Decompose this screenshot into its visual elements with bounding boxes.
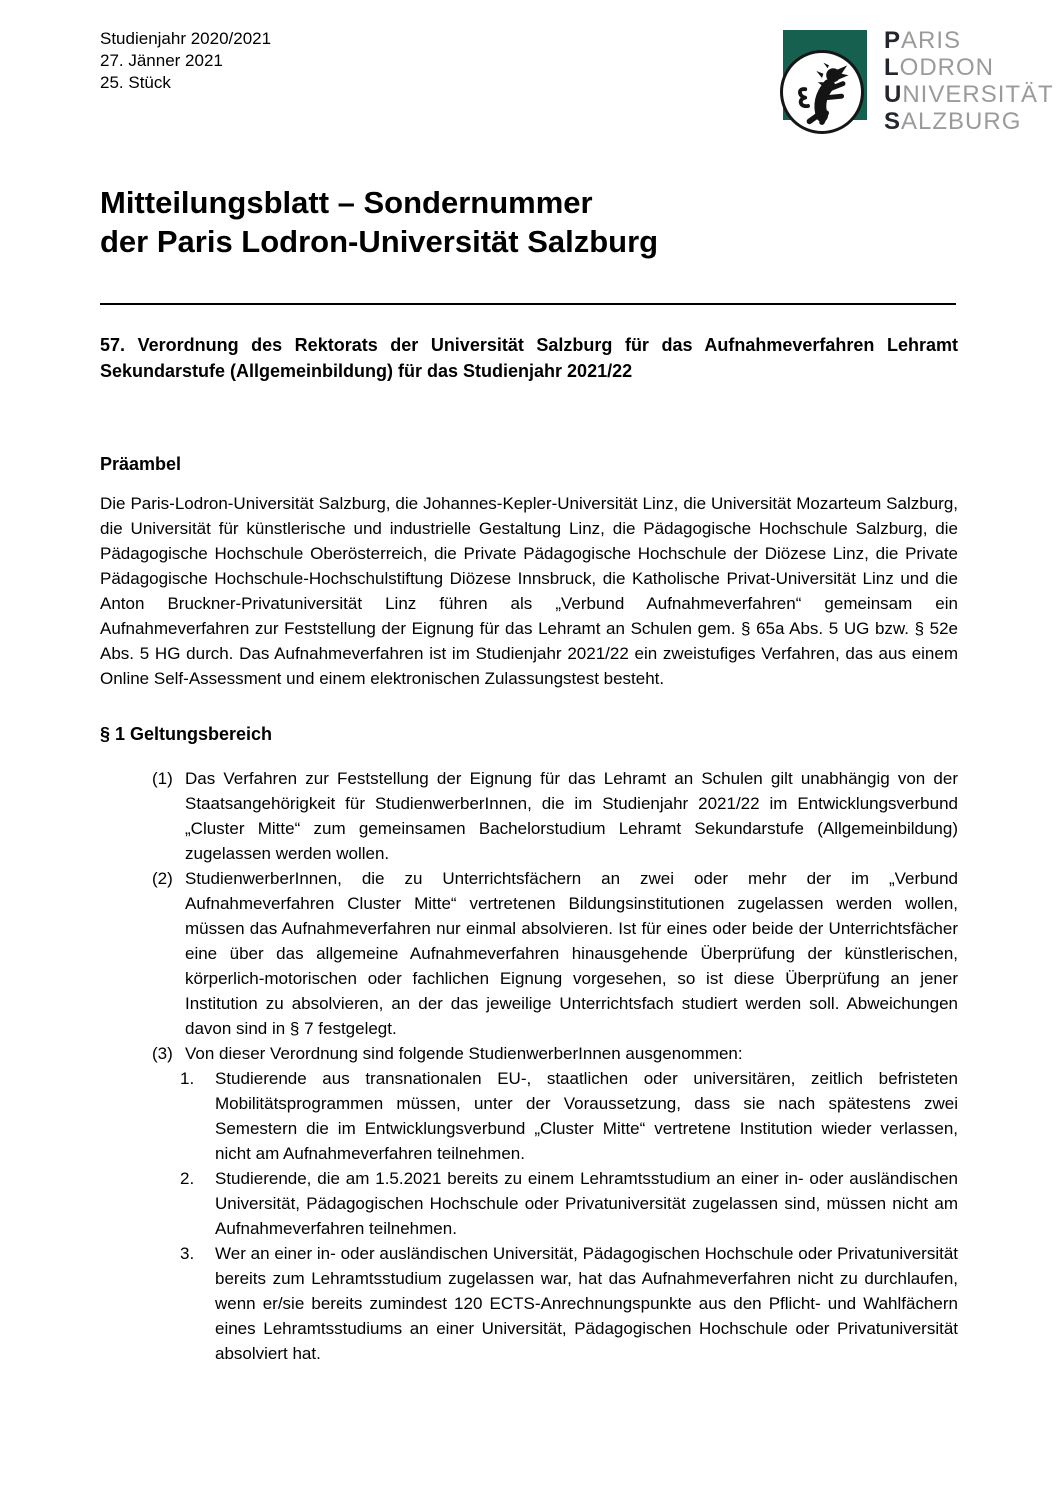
document-body [100,183,958,1366]
preamble-heading: Präambel [100,454,182,474]
logo-initial-s: S [884,108,902,135]
section-1-heading: § 1 Geltungsbereich [100,724,273,744]
section-1-list [152,766,958,1366]
issue-study-year: Studienjahr 2020/2021 [100,29,272,48]
issue-meta [100,28,271,94]
sublist-item-3-marker: 3. [180,1244,195,1263]
university-seal [780,50,864,134]
page-title [100,183,958,261]
issue-number: 25. Stück [100,73,171,92]
sublist-item-2 [180,1166,958,1241]
page-title-line-2: der Paris Lodron-Universität Salzburg [100,224,659,259]
list-item-1-marker: (1) [152,769,173,788]
horizontal-divider [100,303,956,305]
lion-emblem-icon [787,57,857,127]
sublist-item-1 [180,1066,958,1166]
list-item-3 [152,1041,958,1066]
sublist-item-1-marker: 1. [180,1069,195,1088]
list-item-3-sublist [180,1066,958,1366]
logo-initial-u: U [884,81,903,108]
logo-rest-odron: ODRON [899,54,995,81]
logo-word-lodron [884,54,1054,81]
logo-initial-l: L [884,54,900,81]
logo-rest-niversitaet: NIVERSITÄT [902,81,1054,108]
list-item-1-text: Das Verfahren zur Feststellung der Eignung für das Lehramt an Schulen gilt unabhängig von der Staatsangehörigkeit für StudienwerberInnen, die im Studienjahr 2021/22 im Entwicklungsverbund „Cluster Mitte“ zum gemeinsamen Bachelorstudium Lehramt Sekundarstufe (Allgemeinbildung) zugelassen werden wollen. [185,769,958,863]
sublist-item-1-text: Studierende aus transnationalen EU-, staatlichen oder universitären, zeitlich befristeten Mobilitätsprogrammen müssen, unter der Voraussetzung, dass sie nach spätestens zwei Semestern die im Entwicklungsverbund „Cluster Mitte“ vertretene Institution wieder verlassen, nicht am Aufnahmeverfahren teilnehmen. [215,1069,958,1163]
logo-word-salzburg [884,108,1054,135]
logo-rest-aris: ARIS [901,27,962,54]
sublist-item-3-text: Wer an einer in- oder ausländischen Universität, Pädagogischen Hochschule oder Privatuniversität bereits zum Lehramtsstudium zugelassen war, hat das Aufnahmeverfahren nicht zu durchlaufen, wenn er/sie bereits zumindest 120 ECTS-Anrechnungspunkte aus den Pflicht- und Wahlfächern eines Lehramtsstudiums an einer Universität, Pädagogischen Hochschule oder Privatuniversität absolviert hat. [215,1244,958,1363]
logo-wordmark [884,27,1054,135]
logo-word-universitaet [884,81,1054,108]
university-logo [780,27,1054,140]
list-item-1 [152,766,958,866]
issue-date: 27. Jänner 2021 [100,51,223,70]
sublist-item-2-text: Studierende, die am 1.5.2021 bereits zu einem Lehramtsstudium an einer in- oder ausländischen Universität, Pädagogischen Hochschule oder Privatuniversität zugelassen sind, müssen nicht am Aufnahmeverfahren teilnehmen. [215,1169,958,1238]
logo-word-paris [884,27,1054,54]
list-item-3-text: Von dieser Verordnung sind folgende StudienwerberInnen ausgenommen: [185,1044,743,1063]
sublist-item-2-marker: 2. [180,1169,195,1188]
list-item-3-marker: (3) [152,1044,173,1063]
list-item-2 [152,866,958,1041]
list-item-2-text: StudienwerberInnen, die zu Unterrichtsfächern an zwei oder mehr der im „Verbund Aufnahmeverfahren Cluster Mitte“ vertretenen Bildungsinstitutionen zugelassen werden wollen, müssen das Aufnahmeverfahren nur einmal absolvieren. Ist für eines oder beide der Unterrichtsfächer eine über das allgemeine Aufnahmeverfahren hinausgehende Überprüfung der künstlerischen, körperlich-motorischen oder fachlichen Eignung vorgesehen, so ist diese Überprüfung an jener Institution zu absolvieren, an der das jeweilige Unterrichtsfach studiert werden soll. Abweichungen davon sind in § 7 festgelegt. [185,869,958,1038]
logo-rest-alzburg: ALZBURG [901,108,1022,135]
page-title-line-1: Mitteilungsblatt – Sondernummer [100,185,593,220]
sublist-item-3 [180,1241,958,1366]
preamble-paragraph: Die Paris-Lodron-Universität Salzburg, die Johannes-Kepler-Universität Linz, die Universität Mozarteum Salzburg, die Universität für künstlerische und industrielle Gestaltung Linz, die Pädagogische Hochschule Salzburg, die Pädagogische Hochschule Oberösterreich, die Private Pädagogische Hochschule der Diözese Linz, die Private Pädagogische Hochschule-Hochschulstiftung Diözese Innsbruck, die Katholische Privat-Universität Linz und die Anton Bruckner-Privatuniversität Linz führen als „Verbund Aufnahmeverfahren“ gemeinsam ein Aufnahmeverfahren zur Feststellung der Eignung für das Lehramt an Schulen gem. § 65a Abs. 5 UG bzw. § 52e Abs. 5 HG durch. Das Aufnahmeverfahren ist im Studienjahr 2021/22 ein zweistufiges Verfahren, das aus einem Online Self-Assessment und einem elektronischen Zulassungstest besteht. [100,494,958,688]
ordinance-heading: 57. Verordnung des Rektorats der Universität Salzburg für das Aufnahmeverfahren Lehramt Sekundarstufe (Allgemeinbildung) für das Studienjahr 2021/22 [100,335,958,381]
list-item-2-marker: (2) [152,869,173,888]
logo-initial-p: P [884,27,902,54]
